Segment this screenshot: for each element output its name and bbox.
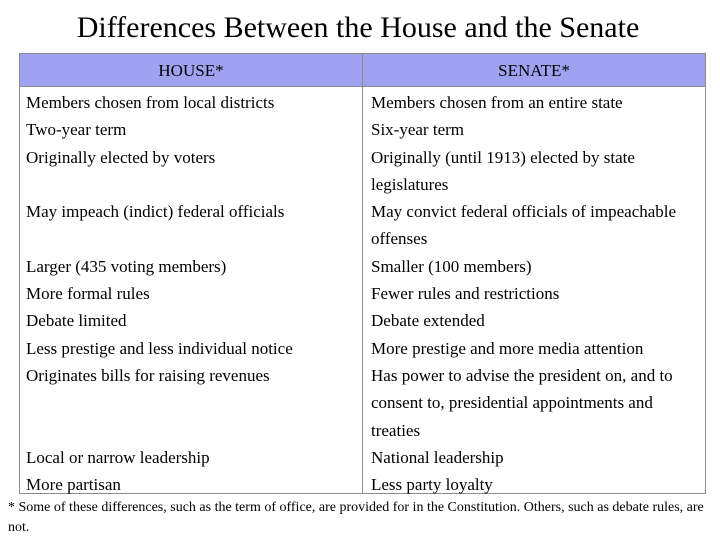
- house-spacer: [26, 389, 356, 416]
- house-item: More formal rules: [26, 284, 150, 304]
- column-divider: [362, 54, 363, 493]
- house-item: Members chosen from local districts: [26, 93, 275, 112]
- senate-item: May convict federal officials of impeachable offenses: [371, 202, 677, 249]
- comparison-table: [19, 53, 706, 494]
- senate-item: Debate extended: [371, 311, 485, 331]
- senate-item: Less party loyalty: [371, 475, 493, 495]
- senate-item: Members chosen from an entire state: [371, 93, 623, 112]
- house-item: Originally elected by voters: [26, 147, 216, 167]
- house-spacer: [26, 171, 356, 198]
- senate-item: Originally (until 1913) elected by state legislatures: [371, 147, 635, 194]
- house-column-header: HOUSE*: [158, 61, 224, 80]
- footnote: * Some of these differences, such as the term of office, are provided for in the Constitution. Others, such as debate rules, are not.: [8, 500, 704, 535]
- senate-item: Has power to advise the president on, and to consent to, presidential appointments and treaties: [371, 365, 673, 440]
- senate-item: National leadership: [371, 447, 504, 467]
- house-column: [26, 89, 356, 498]
- senate-item: Six-year term: [371, 120, 464, 140]
- house-spacer: [26, 417, 356, 444]
- house-item: Larger (435 voting members): [26, 256, 227, 276]
- house-item: Less prestige and less individual notice: [26, 338, 293, 358]
- senate-item: Smaller (100 members): [371, 256, 532, 276]
- senate-item: More prestige and more media attention: [371, 338, 644, 358]
- house-item: More partisan: [26, 475, 121, 495]
- senate-column: [371, 89, 701, 498]
- house-item: Two-year term: [26, 120, 127, 140]
- slide-title: Differences Between the House and the Senate: [76, 11, 640, 44]
- house-item: Originates bills for raising revenues: [26, 365, 270, 385]
- house-item: Local or narrow leadership: [26, 447, 210, 467]
- house-spacer: [26, 225, 356, 252]
- house-item: Debate limited: [26, 311, 127, 331]
- house-item: May impeach (indict) federal officials: [26, 202, 285, 222]
- senate-item: Fewer rules and restrictions: [371, 284, 560, 304]
- senate-column-header: SENATE*: [498, 61, 570, 80]
